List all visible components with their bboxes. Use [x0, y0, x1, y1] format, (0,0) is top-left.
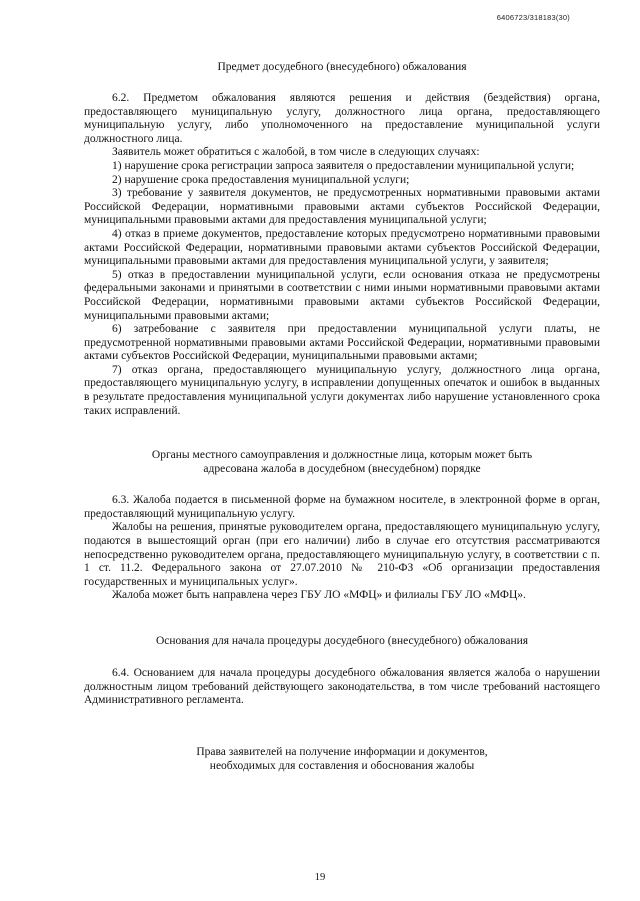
paragraph-6-4: 6.4. Основанием для начала процедуры досудебного обжалования является жалоба о нарушении должностным лицом требований действующего законодательства, в том числе требований настоящего Административного регламента. — [84, 667, 600, 707]
list-item-5: 5) отказ в предоставлении муниципальной услуги, если основания отказа не предусмотрены федеральными законами и принятыми в соответствии с ними иными нормативными правовыми актами Российской Федерации, нормативными правовыми актами субъектов Российской Федерации, муниципальными правовыми актами; — [84, 268, 600, 322]
section-title-line: необходимых для составления и обоснования жалобы — [209, 759, 475, 772]
page-content — [84, 60, 600, 773]
section-title-line: адресована жалоба в досудебном (внесудебном) порядке — [203, 463, 481, 476]
section-title-grounds: Основания для начала процедуры досудебного (внесудебного) обжалования — [155, 635, 529, 647]
page-number: 19 — [314, 872, 326, 883]
section-title-line: Права заявителей на получение информации и документов, — [196, 745, 488, 758]
paragraph-mfc: Жалоба может быть направлена через ГБУ ЛО «МФЦ» и филиалы ГБУ ЛО «МФЦ». — [112, 589, 526, 602]
section-title-rights — [84, 745, 600, 773]
paragraph-6-3: 6.3. Жалоба подается в письменной форме на бумажном носителе, в электронной форме в орган, предоставляющий муниципальную услугу. — [84, 494, 600, 520]
list-item-1: 1) нарушение срока регистрации запроса заявителя о предоставлении муниципальной услуги; — [112, 159, 575, 172]
document-id: 6406723/318183(30) — [496, 13, 570, 22]
section-title-subject: Предмет досудебного (внесудебного) обжалования — [217, 61, 467, 73]
section-title-bodies — [84, 448, 600, 476]
list-item-6: 6) затребование с заявителя при предоставлении муниципальной услуги платы, не предусмотренной нормативными правовыми актами Российской Федерации, нормативными правовыми актами субъектов Российской Федерации, муниципальными правовыми актами; — [84, 323, 600, 363]
paragraph-cases-intro: Заявитель может обратиться с жалобой, в том числе в следующих случаях: — [112, 146, 480, 159]
list-item-2: 2) нарушение срока предоставления муниципальной услуги; — [112, 173, 410, 186]
list-item-4: 4) отказ в приеме документов, предоставление которых предусмотрено нормативными правовыми актами Российской Федерации, нормативными правовыми актами субъектов Российской Федерации, муниципальными правовыми актами для предоставления муниципальной услуги, у заявителя; — [84, 227, 600, 268]
list-item-7: 7) отказ органа, предоставляющего муниципальную услугу, должностного лица органа, предоставляющего муниципальную услугу, в исправлении допущенных опечаток и ошибок в выданных в результате предоставления муниципальной услуги документах либо нарушение установленного срока таких исправлений. — [84, 363, 600, 417]
section-title-line: Органы местного самоуправления и должностные лица, которым может быть — [151, 449, 533, 462]
paragraph-appeals: Жалобы на решения, принятые руководителем органа, предоставляющего муниципальную услугу, подаются в вышестоящий орган (при его наличии) либо в случае его отсутствия рассматриваются непосредственно руководителем органа, предоставляющего муниципальную услугу, в соответствии с п. 1 ст. 11.2. Федерального закона от 27.07.2010 № 210-ФЗ «Об организации предоставления государственных и муниципальных услуг». — [84, 521, 600, 588]
paragraph-6-2: 6.2. Предметом обжалования являются решения и действия (бездействия) органа, предоставляющего муниципальную услугу, должностного лица органа, предоставляющего муниципальную услугу, либо уполномоченного на предоставление муниципальной услуги должностного лица. — [84, 92, 600, 145]
list-item-3: 3) требование у заявителя документов, не предусмотренных нормативными правовыми актами Российской Федерации, нормативными правовыми актами субъектов Российской Федерации, муниципальными правовыми актами для предоставления муниципальной услуги; — [84, 187, 600, 227]
